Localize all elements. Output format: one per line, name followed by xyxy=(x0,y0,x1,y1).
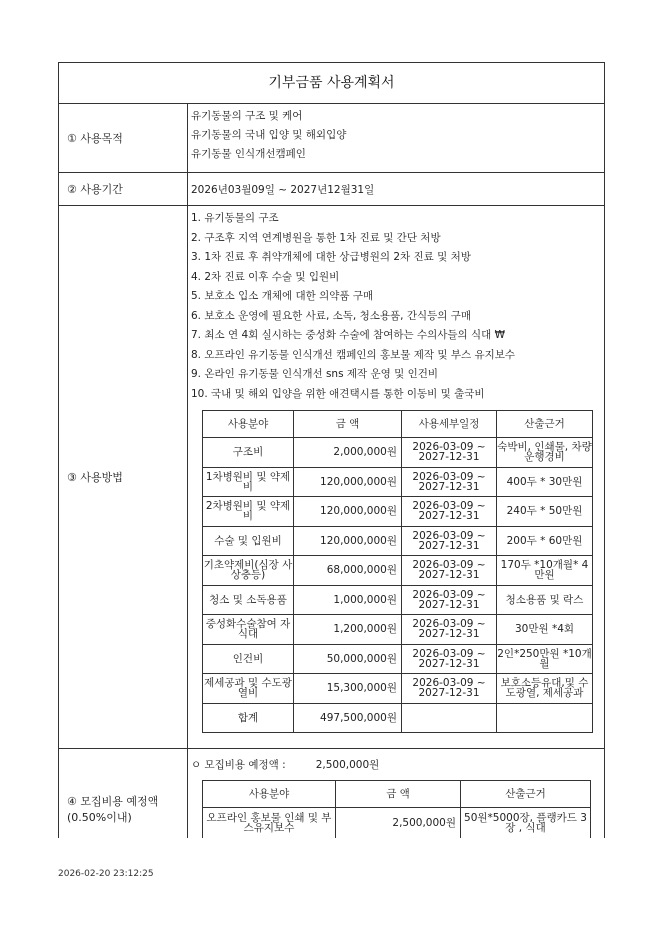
method-item: 8. 오프라인 유기동물 인식개선 캠페인의 홍보물 제작 및 부스 유지보수 xyxy=(191,348,516,361)
budget-total-empty xyxy=(497,703,593,733)
fundraising-line xyxy=(191,757,604,772)
budget-basis: 400두 * 30만원 xyxy=(497,467,593,497)
budget-amount: 2,000,000원 xyxy=(294,438,402,468)
budget-schedule: 2026-03-09 ~ 2027-12-31 xyxy=(402,467,497,497)
budget-header-row xyxy=(203,411,593,438)
budget-field: 기초약제비(심장 사상충등) xyxy=(203,556,294,586)
method-item: 3. 1차 진료 후 취약개체에 대한 상급병원의 2차 진료 및 처방 xyxy=(191,251,471,263)
fundraising-value xyxy=(188,749,604,838)
fundraising-basis: 50원*5000장, 플랭카드 3장 , 식대 xyxy=(461,808,591,839)
budget-schedule: 2026-03-09 ~ 2027-12-31 xyxy=(402,674,497,704)
method-item: 2. 구조후 지역 연계병원을 통한 1차 진료 및 간단 처방 xyxy=(191,231,441,244)
period-row xyxy=(59,173,604,206)
purpose-value xyxy=(188,104,604,172)
budget-amount: 1,000,000원 xyxy=(294,585,402,615)
method-item: 4. 2차 진료 이후 수술 및 입원비 xyxy=(191,270,340,283)
budget-amount: 120,000,000원 xyxy=(294,467,402,497)
budget-schedule: 2026-03-09 ~ 2027-12-31 xyxy=(402,556,497,586)
budget-row xyxy=(203,644,593,674)
method-item: 9. 온라인 유기동물 인식개선 sns 제작 운영 및 인건비 xyxy=(191,368,439,380)
budget-row xyxy=(203,674,593,704)
fundraising-amount: 2,500,000원 xyxy=(336,808,461,839)
budget-header-field: 사용분야 xyxy=(203,411,294,438)
method-item: 5. 보호소 입소 개체에 대한 의약품 구매 xyxy=(191,290,374,302)
budget-row xyxy=(203,438,593,468)
budget-basis: 숙박비, 인쇄물, 차량운행경비 xyxy=(497,438,593,468)
fundraising-field: 오프라인 홍보물 인쇄 및 부스유지보수 xyxy=(203,808,336,839)
fundraising-row xyxy=(59,749,604,838)
purpose-line: 유기동물의 국내 입양 및 해외입양 xyxy=(191,129,347,141)
period-value: 2026년03월09일 ~ 2027년12월31일 xyxy=(191,183,375,196)
budget-schedule: 2026-03-09 ~ 2027-12-31 xyxy=(402,438,497,468)
fundraising-line-label: ㅇ 모집비용 예정액 : xyxy=(191,759,286,771)
budget-basis: 보호소등유대,및 수도광열, 제세공과 xyxy=(497,674,593,704)
budget-field: 2차병원비 및 약제비 xyxy=(203,497,294,527)
fundraising-table xyxy=(202,780,591,838)
purpose-label: ① 사용목적 xyxy=(59,104,188,172)
budget-schedule: 2026-03-09 ~ 2027-12-31 xyxy=(402,615,497,645)
budget-header-basis: 산출근거 xyxy=(497,411,593,438)
budget-row xyxy=(203,585,593,615)
budget-basis: 2인*250만원 *10개월 xyxy=(497,644,593,674)
budget-basis: 200두 * 60만원 xyxy=(497,526,593,556)
method-item: 6. 보호소 운영에 필요한 사료, 소독, 청소용품, 간식등의 구매 xyxy=(191,309,472,322)
plan-document xyxy=(58,62,605,838)
budget-field: 중성화수술참여 자 식대 xyxy=(203,615,294,645)
fundraising-row-item xyxy=(203,808,591,839)
budget-row xyxy=(203,467,593,497)
method-label: ③ 사용방법 xyxy=(59,206,188,748)
budget-schedule: 2026-03-09 ~ 2027-12-31 xyxy=(402,644,497,674)
method-item: 1. 유기동물의 구조 xyxy=(191,212,279,224)
budget-header-schedule: 사용세부일정 xyxy=(402,411,497,438)
fundraising-label: ④ 모집비용 예정액 (0.50%이내) xyxy=(59,749,188,838)
budget-basis: 청소용품 및 락스 xyxy=(497,585,593,615)
document-title: 기부금품 사용계획서 xyxy=(59,63,604,104)
fundraising-header-field: 사용분야 xyxy=(203,781,336,808)
budget-amount: 120,000,000원 xyxy=(294,526,402,556)
budget-schedule: 2026-03-09 ~ 2027-12-31 xyxy=(402,497,497,527)
method-item: 10. 국내 및 해외 입양을 위한 애견택시를 통한 이동비 및 출국비 xyxy=(191,387,485,400)
fundraising-line-amount: 2,500,000원 xyxy=(315,759,380,771)
method-value xyxy=(188,206,604,748)
budget-row xyxy=(203,615,593,645)
budget-table xyxy=(202,410,593,733)
budget-amount: 1,200,000원 xyxy=(294,615,402,645)
budget-row xyxy=(203,497,593,527)
period-label: ② 사용기간 xyxy=(59,173,188,205)
budget-amount: 68,000,000원 xyxy=(294,556,402,586)
budget-schedule: 2026-03-09 ~ 2027-12-31 xyxy=(402,526,497,556)
method-item: 7. 최소 연 4회 실시하는 중성화 수술에 참여하는 수의사들의 식대 ₩ xyxy=(191,329,506,341)
budget-row xyxy=(203,556,593,586)
budget-amount: 120,000,000원 xyxy=(294,497,402,527)
fundraising-header-row xyxy=(203,781,591,808)
purpose-line: 유기동물의 구조 및 케어 xyxy=(191,110,303,122)
budget-total-amount: 497,500,000원 xyxy=(294,703,402,733)
purpose-line: 유기동물 인식개선캠페인 xyxy=(191,148,306,160)
budget-field: 제세공과 및 수도광열비 xyxy=(203,674,294,704)
budget-amount: 15,300,000원 xyxy=(294,674,402,704)
fundraising-header-basis: 산출근거 xyxy=(461,781,591,808)
budget-basis: 170두 *10개월* 4만원 xyxy=(497,556,593,586)
budget-basis: 30만원 *4회 xyxy=(497,615,593,645)
budget-row xyxy=(203,526,593,556)
budget-field: 수술 및 입원비 xyxy=(203,526,294,556)
budget-field: 청소 및 소독용품 xyxy=(203,585,294,615)
budget-field: 인건비 xyxy=(203,644,294,674)
purpose-row xyxy=(59,104,604,173)
budget-basis: 240두 * 50만원 xyxy=(497,497,593,527)
method-list xyxy=(191,209,604,404)
budget-schedule: 2026-03-09 ~ 2027-12-31 xyxy=(402,585,497,615)
budget-total-empty xyxy=(402,703,497,733)
budget-amount: 50,000,000원 xyxy=(294,644,402,674)
budget-total-label: 합계 xyxy=(203,703,294,733)
fundraising-header-amount: 금 액 xyxy=(336,781,461,808)
method-row xyxy=(59,206,604,749)
budget-total-row xyxy=(203,703,593,733)
budget-field: 구조비 xyxy=(203,438,294,468)
budget-header-amount: 금 액 xyxy=(294,411,402,438)
budget-field: 1차병원비 및 약제비 xyxy=(203,467,294,497)
footer-timestamp: 2026-02-20 23:12:25 xyxy=(58,869,154,879)
